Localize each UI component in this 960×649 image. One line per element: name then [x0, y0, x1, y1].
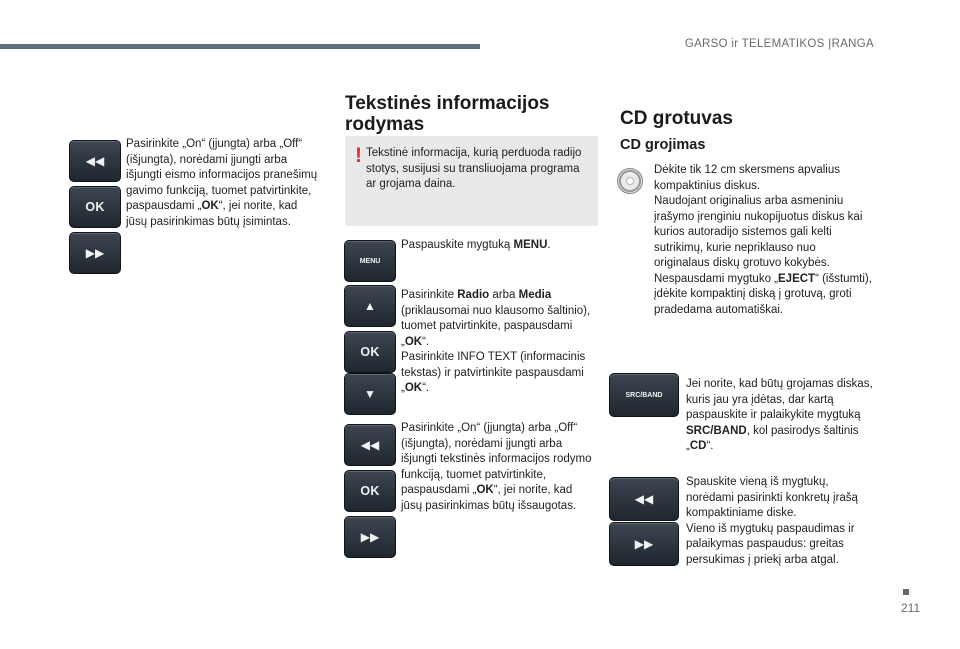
fast-forward-icon: ▶▶ [85, 246, 105, 260]
traffic-info-text: Pasirinkite „On“ (įjungta) arba „Off“ (išjungta), norėdami įjungti arba išjungti eismo informacijos pranešimų gavimo funkciją, tuomet patvirtinkite, paspausdami „OK“, jei norite, kad jūsų pasirinkimas būtų įsimintas. [126, 138, 318, 228]
page-number: 211 [901, 601, 921, 615]
cd-player-heading: CD grotuvas [620, 108, 733, 129]
previous-button[interactable] [344, 424, 396, 466]
ok-button[interactable]: OK [344, 331, 396, 373]
page-marker [903, 589, 909, 595]
info-text-instruction: Pasirinkite INFO TEXT (informacinis tekstas) ir patvirtinkite paspausdami „OK“. [401, 351, 586, 394]
rewind-icon: ◀◀ [634, 492, 654, 506]
menu-instruction: Paspauskite mygtuką MENU. [401, 239, 551, 251]
section-title: GARSO ir TELEMATIKOS ĮRANGA [684, 38, 874, 50]
info-note-box [345, 136, 598, 226]
src-band-instruction: Jei norite, kad būtų grojamas diskas, kuris jau yra įdėtas, dar kartą paspauskite ir palaikykite mygtuką SRC/BAND, kol pasirodys šaltinis „CD“. [686, 378, 873, 452]
cd-disc-icon [617, 168, 643, 194]
next-track-button[interactable] [609, 522, 679, 566]
text-info-onoff-instruction: Pasirinkite „On“ (įjungta) arba „Off“ (išjungta), norėdami įjungti arba išjungti tekstinės informacijos rodymo funkciją, tuomet patvirtinkite, paspausdami „OK“, jei norite, kad jūsų pasirinkimas būtų išsaugotas. [401, 422, 592, 512]
arrow-down-icon: ▼ [364, 387, 376, 401]
cd-playback-subheading: CD grojimas [620, 137, 706, 153]
track-select-instruction: Spauskite vieną iš mygtukų, norėdami pasirinkti konkretų įrašą kompaktiniame diske. Vieno iš mygtukų paspaudimas ir palaikymas paspaudus: greitas persukimas į priekį arba atgal. [686, 476, 858, 566]
next-button[interactable] [344, 516, 396, 558]
down-button[interactable] [344, 373, 396, 415]
next-button[interactable] [69, 232, 121, 274]
cd-instructions: Dėkite tik 12 cm skersmens apvalius kompaktinius diskus. Naudojant originalius arba asmeniniu įrašymo įrenginiu nukopijuotus diskus kai kurios autoradijo sistemos gali kelti sutrikimų, kurie nepriklauso nuo originalaus diskų grotuvo kokybės. Nespausdami mygtuko „EJECT“ (išstumti), įdėkite kompaktinį diską į grotuvą, groti pradedama automatiškai. [654, 164, 872, 316]
previous-button[interactable] [69, 140, 121, 182]
menu-button[interactable]: MENU [344, 240, 396, 282]
fast-forward-icon: ▶▶ [634, 537, 654, 551]
previous-track-button[interactable] [609, 477, 679, 521]
header-bar [0, 44, 480, 49]
radio-media-instruction: Pasirinkite Radio arba Media (priklausomai nuo klausomo šaltinio), tuomet patvirtinkite, paspausdami „OK“. [401, 289, 591, 348]
ok-button[interactable]: OK [344, 470, 396, 512]
ok-button[interactable]: OK [69, 186, 121, 228]
rewind-icon: ◀◀ [360, 438, 380, 452]
up-button[interactable] [344, 285, 396, 327]
rewind-icon: ◀◀ [85, 154, 105, 168]
warning-icon: ! [355, 144, 362, 167]
src-band-button[interactable]: SRC/BAND [609, 373, 679, 417]
fast-forward-icon: ▶▶ [360, 530, 380, 544]
arrow-up-icon: ▲ [364, 299, 376, 313]
note-text: Tekstinė informacija, kurią perduoda radijo stotys, susijusi su transliuojama programa ar grojama daina. [366, 147, 582, 190]
text-info-heading: Tekstinės informacijos rodymas [345, 93, 550, 135]
